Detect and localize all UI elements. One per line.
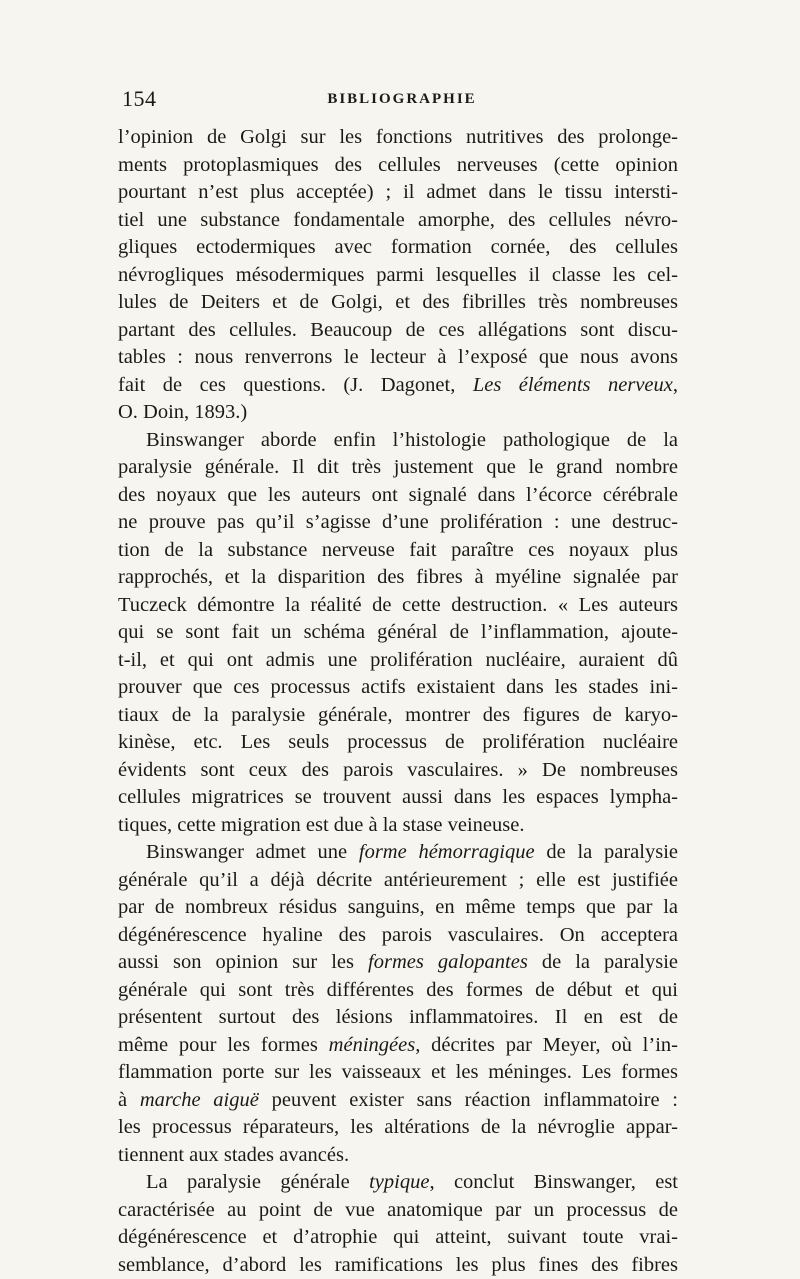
italic-text: typique — [369, 1171, 429, 1193]
line-text: présentent surtout des lésions inflammatoires. Il en est de — [118, 1006, 678, 1028]
text-line — [118, 317, 678, 345]
text-line — [118, 289, 678, 317]
text-line — [118, 839, 678, 867]
line-text: dégénérescence et d’atrophie qui atteint, suivant toute vrai- — [118, 1226, 678, 1248]
line-text: , décrites par Meyer, où l’in- — [415, 1034, 678, 1056]
running-head-title: BIBLIOGRAPHIE — [122, 91, 682, 108]
line-text: O. Doin, 1893.) — [118, 401, 247, 423]
text-line — [118, 702, 678, 730]
line-text: lules de Deiters et de Golgi, et des fibrilles très nombreuses — [118, 291, 678, 313]
text-line — [118, 1004, 678, 1032]
line-text: tiel une substance fondamentale amorphe, des cellules névro- — [118, 209, 678, 231]
line-text: peuvent exister sans réaction inflammatoire : — [259, 1089, 678, 1111]
text-line — [118, 812, 678, 840]
line-text: Binswanger aborde enfin l’histologie pathologique de la — [146, 429, 678, 451]
line-text: de la paralysie — [528, 951, 678, 973]
line-text: générale qui sont très différentes des formes de début et qui — [118, 979, 678, 1001]
text-line — [118, 1197, 678, 1225]
text-line — [118, 894, 678, 922]
text-line — [118, 977, 678, 1005]
text-line — [118, 949, 678, 977]
text-line — [118, 1142, 678, 1170]
line-text: de la paralysie — [535, 841, 678, 863]
text-line — [118, 1114, 678, 1142]
italic-text: méningées — [329, 1034, 416, 1056]
text-line — [118, 619, 678, 647]
italic-text: forme hémorragique — [359, 841, 535, 863]
italic-text: Les éléments nerveux — [473, 374, 673, 396]
text-line — [118, 372, 678, 400]
text-line — [118, 482, 678, 510]
text-line — [118, 427, 678, 455]
line-text: tiennent aux stades avancés. — [118, 1144, 349, 1166]
line-text: dégénérescence hyaline des parois vasculaires. On acceptera — [118, 924, 678, 946]
line-text: Binswanger admet une — [146, 841, 359, 863]
text-line — [118, 399, 678, 427]
line-text: névrogliques mésodermiques parmi lesquelles il classe les cel- — [118, 264, 678, 286]
text-line — [118, 1032, 678, 1060]
line-text: flammation porte sur les vaisseaux et les méninges. Les formes — [118, 1061, 678, 1083]
line-text: même pour les formes — [118, 1034, 329, 1056]
text-line — [118, 867, 678, 895]
line-text: , — [673, 374, 678, 396]
text-line — [118, 729, 678, 757]
text-line — [118, 1059, 678, 1087]
text-line — [118, 454, 678, 482]
text-line — [118, 207, 678, 235]
text-line — [118, 262, 678, 290]
line-text: des noyaux que les auteurs ont signalé dans l’écorce cérébrale — [118, 484, 678, 506]
text-line — [118, 152, 678, 180]
line-text: pourtant n’est plus acceptée) ; il admet dans le tissu intersti- — [118, 181, 678, 203]
text-line — [118, 124, 678, 152]
line-text: La paralysie générale — [146, 1171, 369, 1193]
line-text: tables : nous renverrons le lecteur à l’exposé que nous avons — [118, 346, 678, 368]
line-text: les processus réparateurs, les altérations de la névroglie appar- — [118, 1116, 678, 1138]
line-text: ne prouve pas qu’il s’agisse d’une prolifération : une destruc- — [118, 511, 678, 533]
text-line — [118, 179, 678, 207]
running-head — [122, 86, 682, 116]
body-text — [118, 124, 678, 1279]
italic-text: marche aiguë — [140, 1089, 259, 1111]
line-text: paralysie générale. Il dit très justement que le grand nombre — [118, 456, 678, 478]
text-line — [118, 537, 678, 565]
line-text: , conclut Binswanger, est — [429, 1171, 678, 1193]
text-line — [118, 674, 678, 702]
line-text: rapprochés, et la disparition des fibres à myéline signalée par — [118, 566, 678, 588]
line-text: tion de la substance nerveuse fait paraître ces noyaux plus — [118, 539, 678, 561]
text-line — [118, 592, 678, 620]
line-text: prouver que ces processus actifs existaient dans les stades ini- — [118, 676, 678, 698]
line-text: tiques, cette migration est due à la stase veineuse. — [118, 814, 524, 836]
line-text: cellules migratrices se trouvent aussi dans les espaces lympha- — [118, 786, 678, 808]
text-line — [118, 1252, 678, 1279]
line-text: t-il, et qui ont admis une prolifération nucléaire, auraient dû — [118, 649, 678, 671]
text-line — [118, 1087, 678, 1115]
text-line — [118, 1224, 678, 1252]
line-text: fait de ces questions. (J. Dagonet, — [118, 374, 473, 396]
line-text: par de nombreux résidus sanguins, en même temps que par la — [118, 896, 678, 918]
text-line — [118, 344, 678, 372]
text-line — [118, 564, 678, 592]
text-line — [118, 234, 678, 262]
line-text: évidents sont ceux des parois vasculaires. » De nombreuses — [118, 759, 678, 781]
text-line — [118, 509, 678, 537]
page-number: 154 — [122, 86, 157, 112]
line-text: gliques ectodermiques avec formation cornée, des cellules — [118, 236, 678, 258]
line-text: l’opinion de Golgi sur les fonctions nutritives des prolonge- — [118, 126, 678, 148]
line-text: ments protoplasmiques des cellules nerveuses (cette opinion — [118, 154, 678, 176]
line-text: aussi son opinion sur les — [118, 951, 368, 973]
italic-text: formes galopantes — [368, 951, 528, 973]
text-line — [118, 647, 678, 675]
text-line — [118, 757, 678, 785]
line-text: partant des cellules. Beaucoup de ces allégations sont discu- — [118, 319, 678, 341]
line-text: qui se sont fait un schéma général de l’inflammation, ajoute- — [118, 621, 678, 643]
line-text: semblance, d’abord les ramifications les plus fines des fibres — [118, 1254, 678, 1276]
line-text: tiaux de la paralysie générale, montrer des figures de karyo- — [118, 704, 678, 726]
text-line — [118, 1169, 678, 1197]
line-text: à — [118, 1089, 140, 1111]
text-line — [118, 922, 678, 950]
line-text: Tuczeck démontre la réalité de cette destruction. « Les auteurs — [118, 594, 678, 616]
line-text: générale qu’il a déjà décrite antérieurement ; elle est justifiée — [118, 869, 678, 891]
text-line — [118, 784, 678, 812]
line-text: caractérisée au point de vue anatomique par un processus de — [118, 1199, 678, 1221]
line-text: kinèse, etc. Les seuls processus de prolifération nucléaire — [118, 731, 678, 753]
